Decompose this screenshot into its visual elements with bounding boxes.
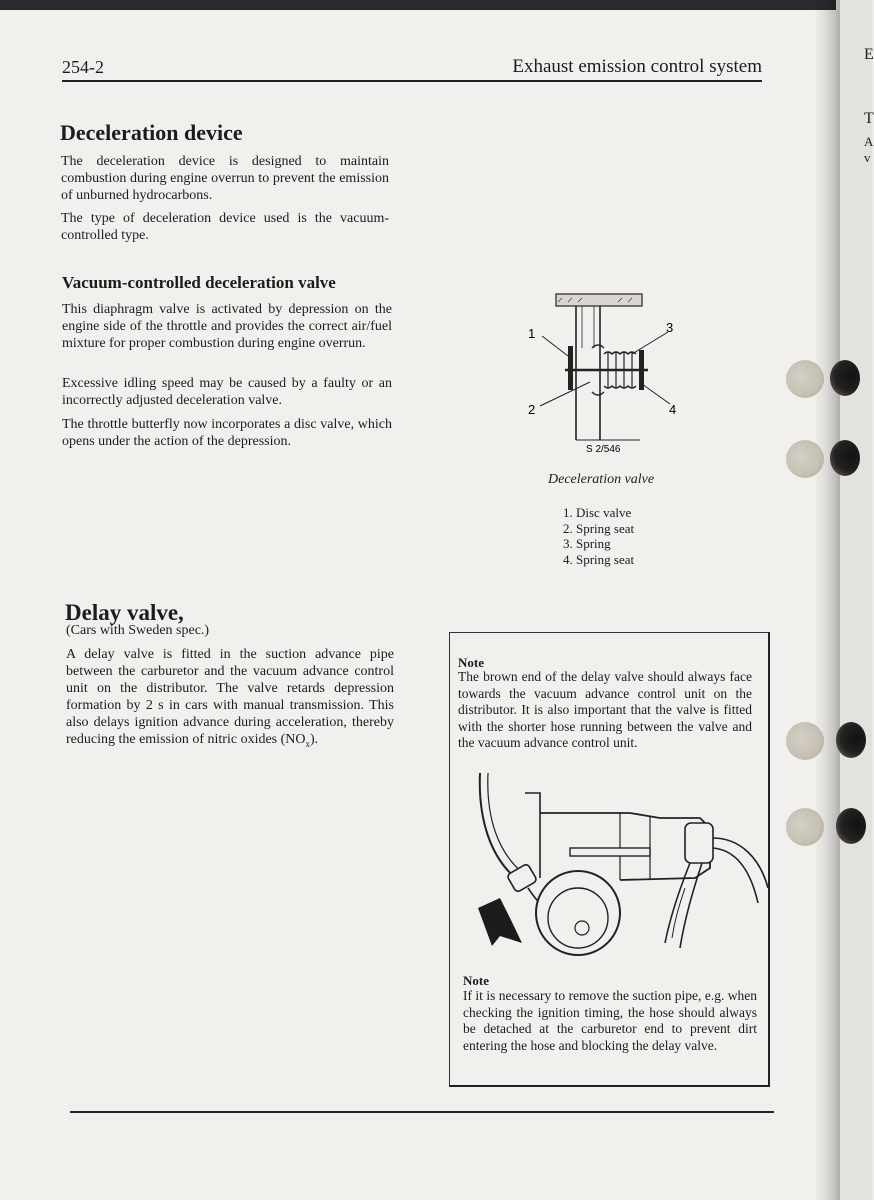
page-gutter-shadow (814, 0, 840, 1200)
callout-4: 4 (669, 402, 677, 417)
paragraph (66, 646, 394, 753)
paragraph-text: A delay valve is fitted in the suction advance pipe between the carburetor and the vacuum advance control unit on the distributor. The valve retards depression formation by 2 s in cars with manual transmission. This also delays ignition advance during acceleration, thereby reducing the emission of nitric oxides (NO (66, 647, 394, 747)
heading-vacuum-valve: Vacuum-controlled deceleration valve (62, 273, 336, 292)
binder-hole (786, 360, 824, 398)
note-title: Note (463, 973, 489, 988)
heading-deceleration-device: Deceleration device (60, 120, 243, 145)
binder-hole-shadow (830, 440, 860, 476)
binder-hole (786, 808, 824, 846)
callout-1: 1 (528, 326, 536, 341)
callout-2: 2 (528, 402, 536, 417)
delay-valve-subheading: (Cars with Sweden spec.) (66, 623, 210, 638)
paragraph: Excessive idling speed may be caused by a faulty or an incorrectly adjusted deceleration valve. (62, 376, 392, 408)
deceleration-valve-diagram (520, 288, 690, 458)
legend-item: 4. Spring seat (563, 551, 635, 567)
note-text: If it is necessary to remove the suction pipe, e.g. when checking the ignition timing, the hose should always be detached at the carburetor end to prevent dirt entering the hose and blocking the delay valve. (463, 988, 757, 1053)
next-page-letter: A (864, 134, 874, 149)
paragraph: The deceleration device is designed to maintain combustion during engine overrun to prevent the emission of unburned hydrocarbons. (61, 154, 389, 203)
figure-caption: Deceleration valve (548, 472, 655, 487)
binder-hole (786, 722, 824, 760)
legend-item: 3. Spring (563, 536, 611, 551)
next-page-edge (836, 0, 872, 1200)
delay-valve-installation-diagram (470, 768, 770, 968)
callout-3: 3 (666, 320, 674, 335)
figure-code: S 2/546 (586, 444, 621, 455)
figure-legend (563, 505, 634, 567)
section-title: Exhaust emission control system (512, 56, 762, 77)
page-number: 254-2 (62, 57, 104, 77)
paragraph: The type of deceleration device used is the vacuum-controlled type. (61, 211, 389, 243)
binder-hole-shadow (830, 360, 860, 396)
paragraph: This diaphragm valve is activated by depression on the engine side of the throttle and provides the correct air/fuel mixture for proper combustion during engine overrun. (62, 302, 392, 351)
heading-delay-valve: Delay valve, (65, 600, 184, 625)
legend-item: 2. Spring seat (563, 520, 635, 536)
binder-hole-shadow (836, 808, 866, 844)
binder-hole (786, 440, 824, 478)
next-page-letter: v (864, 150, 871, 165)
legend-item: 1. Disc valve (563, 505, 632, 520)
next-page-letter: E (864, 46, 874, 63)
paragraph-text: ). (310, 732, 319, 747)
paragraph: The throttle butterfly now incorporates a disc valve, which opens under the action of the depression. (62, 417, 392, 449)
note-title: Note (458, 655, 484, 670)
footer-rule (70, 1111, 774, 1113)
scan-top-edge (0, 0, 872, 10)
next-page-letter: T (864, 110, 874, 127)
binder-hole-shadow (836, 722, 866, 758)
note-text: The brown end of the delay valve should always face towards the vacuum advance control unit on the distributor. It is also important that the valve is fitted with the shorter hose running between the valve and the vacuum advance control unit. (458, 669, 752, 750)
running-header (62, 52, 762, 82)
subscript: x (305, 738, 311, 749)
